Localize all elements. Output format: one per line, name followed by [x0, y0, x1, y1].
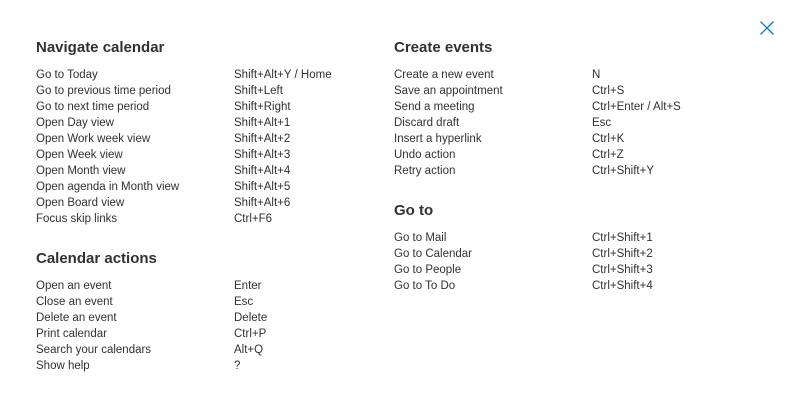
section-title: Create events — [394, 39, 493, 56]
shortcut-row — [394, 115, 734, 131]
shortcut-action: Open an event — [36, 280, 112, 292]
shortcut-action: Save an appointment — [394, 85, 503, 97]
shortcut-keys: Ctrl+Shift+4 — [592, 280, 653, 292]
shortcut-row — [36, 99, 376, 115]
shortcut-row — [394, 147, 734, 163]
shortcut-row — [394, 230, 734, 246]
close-icon — [760, 21, 774, 35]
shortcut-row — [36, 211, 376, 227]
shortcut-action: Close an event — [36, 296, 113, 308]
close-button[interactable] — [757, 18, 777, 38]
shortcut-action: Go to previous time period — [36, 85, 171, 97]
shortcut-row — [36, 278, 376, 294]
shortcut-row — [36, 195, 376, 211]
shortcut-row — [36, 179, 376, 195]
shortcut-action: Go to To Do — [394, 280, 456, 292]
shortcut-action: Delete an event — [36, 312, 117, 324]
shortcut-action: Print calendar — [36, 328, 107, 340]
shortcut-keys: Shift+Left — [234, 85, 283, 97]
shortcut-keys: Ctrl+Z — [592, 149, 624, 161]
shortcut-action: Open Week view — [36, 149, 123, 161]
shortcut-keys: Ctrl+Shift+1 — [592, 232, 653, 244]
shortcut-row — [36, 131, 376, 147]
shortcut-keys: Ctrl+P — [234, 328, 267, 340]
shortcut-keys: Shift+Alt+5 — [234, 181, 291, 193]
shortcut-row — [36, 342, 376, 358]
shortcut-action: Insert a hyperlink — [394, 133, 482, 145]
left-column — [36, 38, 376, 396]
shortcut-action: Go to Mail — [394, 232, 447, 244]
shortcut-keys: Delete — [234, 312, 268, 324]
shortcut-keys: Ctrl+K — [592, 133, 625, 145]
shortcut-action: Undo action — [394, 149, 456, 161]
shortcut-action: Go to Calendar — [394, 248, 472, 260]
shortcut-action: Create a new event — [394, 69, 494, 81]
shortcut-keys: Shift+Alt+1 — [234, 117, 291, 129]
section-go-to — [394, 201, 734, 294]
shortcut-row — [36, 310, 376, 326]
shortcut-keys: Ctrl+F6 — [234, 213, 273, 225]
shortcut-row — [394, 262, 734, 278]
right-column — [394, 38, 734, 316]
shortcut-keys: ? — [234, 360, 241, 372]
shortcut-keys: Shift+Alt+2 — [234, 133, 291, 145]
shortcut-keys: Enter — [234, 280, 262, 292]
shortcut-keys: Shift+Right — [234, 101, 291, 113]
section-title: Navigate calendar — [36, 39, 165, 56]
shortcut-keys: Shift+Alt+6 — [234, 197, 291, 209]
shortcut-action: Open Board view — [36, 197, 125, 209]
shortcut-keys: Ctrl+Enter / Alt+S — [592, 101, 681, 113]
shortcut-row — [394, 131, 734, 147]
shortcut-keys: Ctrl+Shift+Y — [592, 165, 654, 177]
shortcut-action: Discard draft — [394, 117, 460, 129]
shortcut-keys: Esc — [592, 117, 612, 129]
shortcut-row — [394, 83, 734, 99]
shortcut-row — [394, 67, 734, 83]
shortcut-action: Go to next time period — [36, 101, 150, 113]
shortcut-action: Open Work week view — [36, 133, 151, 145]
shortcut-action: Go to People — [394, 264, 462, 276]
shortcut-keys: Shift+Alt+3 — [234, 149, 291, 161]
shortcut-action: Focus skip links — [36, 213, 118, 225]
section-title: Calendar actions — [36, 250, 157, 267]
shortcut-keys: Alt+Q — [234, 344, 264, 356]
shortcut-keys: Esc — [234, 296, 254, 308]
section-calendar-actions — [36, 249, 376, 374]
shortcut-keys: Ctrl+Shift+3 — [592, 264, 653, 276]
shortcut-keys: N — [592, 69, 601, 81]
shortcut-action: Open agenda in Month view — [36, 181, 180, 193]
shortcut-row — [394, 99, 734, 115]
shortcut-row — [36, 163, 376, 179]
shortcut-action: Go to Today — [36, 69, 98, 81]
shortcut-row — [394, 246, 734, 262]
shortcut-action: Search your calendars — [36, 344, 152, 356]
shortcut-row — [36, 294, 376, 310]
shortcut-row — [36, 147, 376, 163]
section-create-events — [394, 38, 734, 179]
shortcut-keys: Shift+Alt+4 — [234, 165, 291, 177]
shortcut-keys: Shift+Alt+Y / Home — [234, 69, 332, 81]
shortcut-row — [394, 163, 734, 179]
shortcut-action: Show help — [36, 360, 90, 372]
shortcut-row — [36, 115, 376, 131]
shortcut-keys: Ctrl+Shift+2 — [592, 248, 653, 260]
shortcut-action: Retry action — [394, 165, 456, 177]
shortcut-row — [36, 358, 376, 374]
shortcut-action: Send a meeting — [394, 101, 475, 113]
shortcut-row — [36, 83, 376, 99]
section-navigate-calendar — [36, 38, 376, 227]
shortcut-row — [36, 326, 376, 342]
shortcut-row — [394, 278, 734, 294]
shortcut-row — [36, 67, 376, 83]
shortcut-keys: Ctrl+S — [592, 85, 625, 97]
section-title: Go to — [394, 202, 434, 219]
shortcut-action: Open Month view — [36, 165, 126, 177]
shortcut-action: Open Day view — [36, 117, 114, 129]
